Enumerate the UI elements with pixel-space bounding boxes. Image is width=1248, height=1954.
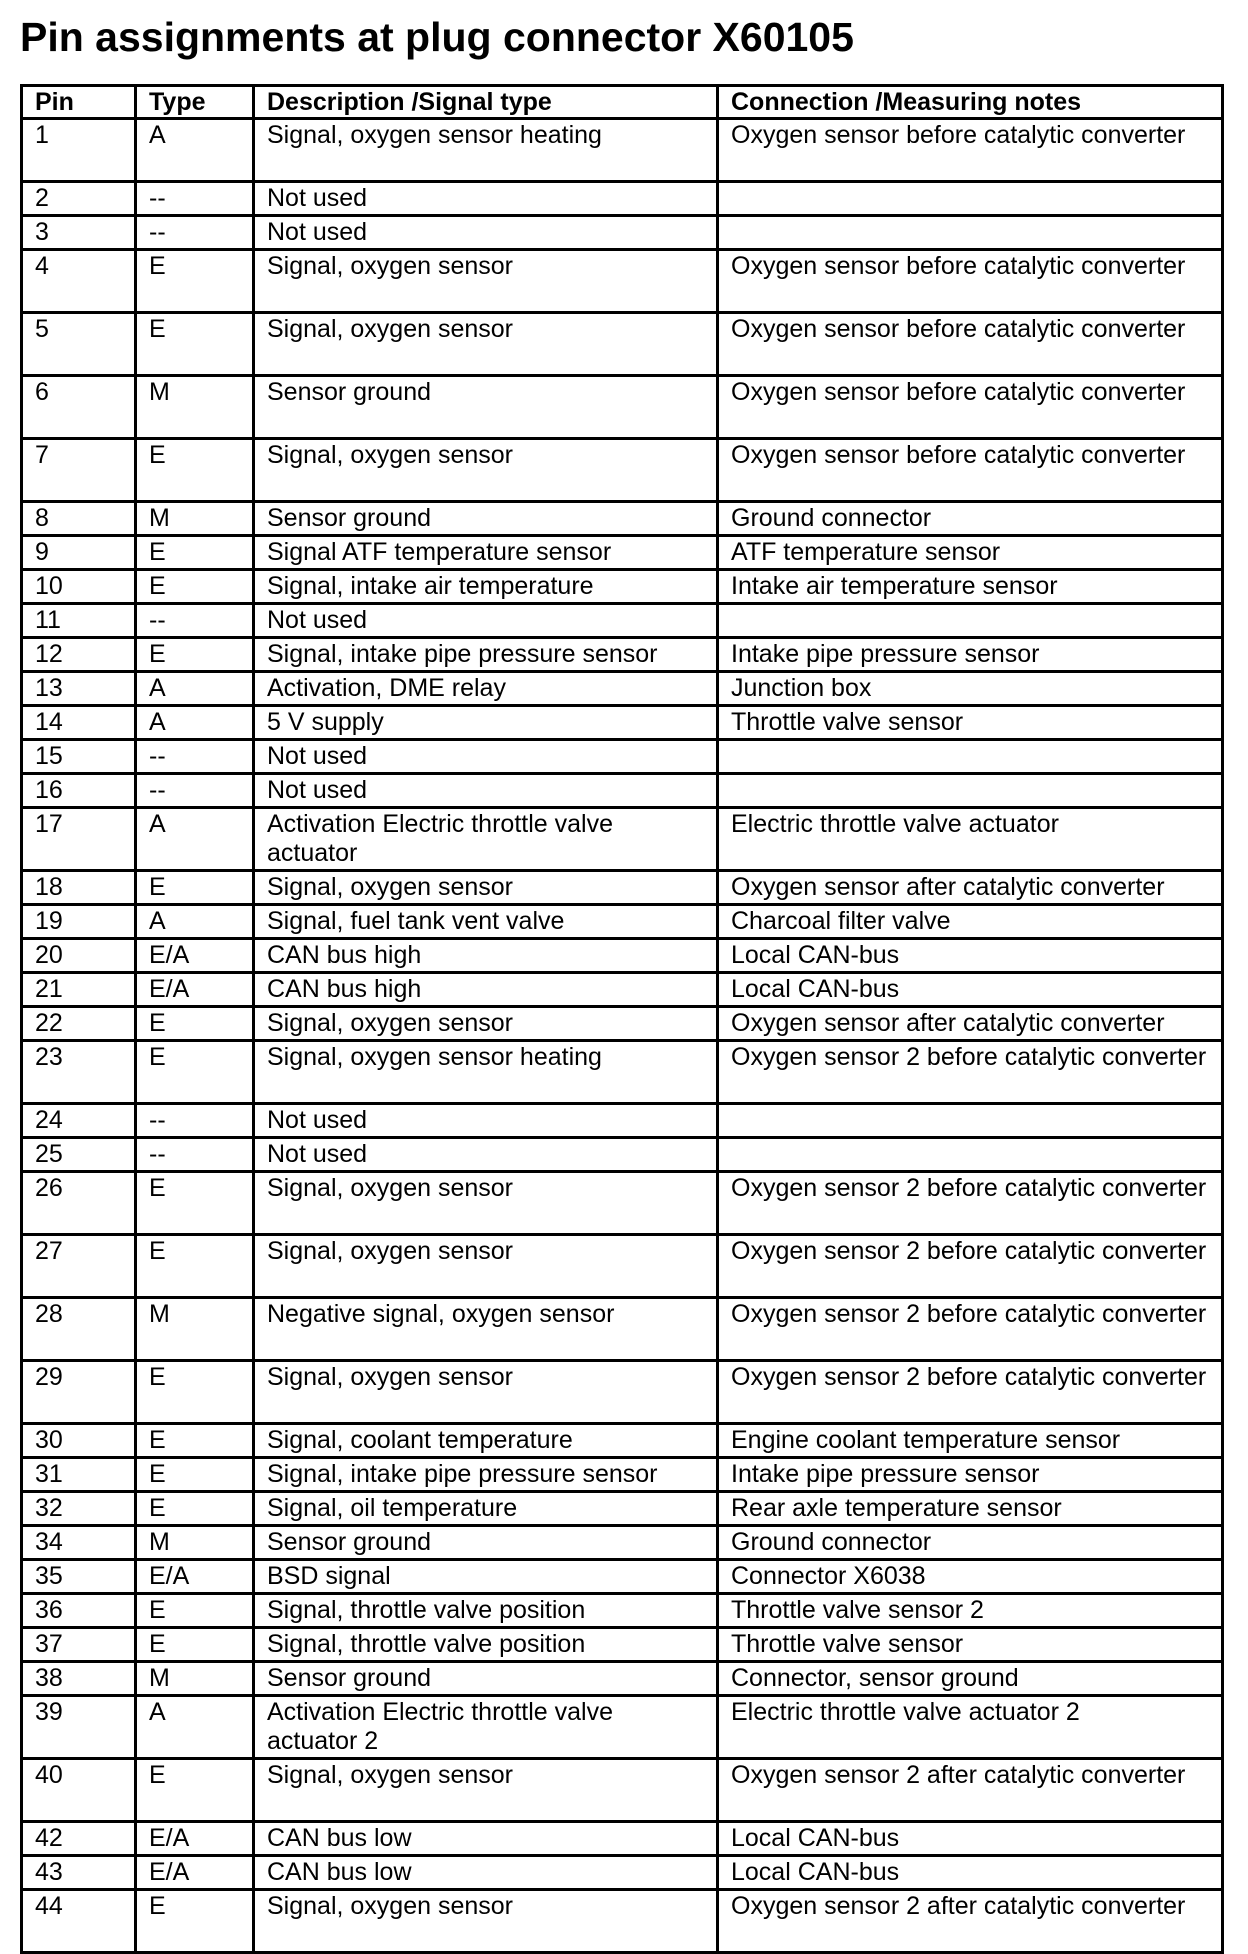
table-body bbox=[22, 119, 1223, 1953]
connection-cell: Junction box bbox=[718, 672, 1223, 706]
pin-cell: 40 bbox=[22, 1759, 136, 1822]
pin-cell: 11 bbox=[22, 604, 136, 638]
pin-cell: 13 bbox=[22, 672, 136, 706]
connection-cell: ATF temperature sensor bbox=[718, 536, 1223, 570]
type-cell: E/A bbox=[136, 939, 254, 973]
connection-cell: Local CAN-bus bbox=[718, 939, 1223, 973]
type-cell: -- bbox=[136, 740, 254, 774]
description-cell: Not used bbox=[254, 1138, 718, 1172]
type-cell: A bbox=[136, 1696, 254, 1759]
table-row bbox=[22, 1041, 1223, 1104]
table-row bbox=[22, 570, 1223, 604]
pin-cell: 18 bbox=[22, 871, 136, 905]
connection-cell: Oxygen sensor after catalytic converter bbox=[718, 871, 1223, 905]
pin-cell: 39 bbox=[22, 1696, 136, 1759]
description-cell: Signal, fuel tank vent valve bbox=[254, 905, 718, 939]
connection-cell: Intake air temperature sensor bbox=[718, 570, 1223, 604]
connection-cell bbox=[718, 1138, 1223, 1172]
description-cell: CAN bus high bbox=[254, 973, 718, 1007]
table-row bbox=[22, 1007, 1223, 1041]
connection-cell bbox=[718, 182, 1223, 216]
type-cell: E bbox=[136, 1361, 254, 1424]
connection-cell: Ground connector bbox=[718, 502, 1223, 536]
connection-cell: Oxygen sensor 2 before catalytic converter bbox=[718, 1041, 1223, 1104]
connection-cell: Charcoal filter valve bbox=[718, 905, 1223, 939]
table-row bbox=[22, 313, 1223, 376]
description-cell: Activation Electric throttle valve actuator bbox=[254, 808, 718, 871]
connection-cell: Local CAN-bus bbox=[718, 1822, 1223, 1856]
table-row bbox=[22, 250, 1223, 313]
description-cell: 5 V supply bbox=[254, 706, 718, 740]
description-cell: Not used bbox=[254, 216, 718, 250]
description-cell: Sensor ground bbox=[254, 376, 718, 439]
description-cell: Signal, oxygen sensor bbox=[254, 250, 718, 313]
connection-cell bbox=[718, 216, 1223, 250]
table-row bbox=[22, 604, 1223, 638]
type-cell: E/A bbox=[136, 1560, 254, 1594]
connection-cell: Oxygen sensor before catalytic converter bbox=[718, 313, 1223, 376]
type-cell: E bbox=[136, 871, 254, 905]
type-cell: E bbox=[136, 1172, 254, 1235]
connection-cell: Electric throttle valve actuator 2 bbox=[718, 1696, 1223, 1759]
type-cell: E/A bbox=[136, 973, 254, 1007]
description-cell: Signal, coolant temperature bbox=[254, 1424, 718, 1458]
column-header-type: Type bbox=[136, 86, 254, 119]
table-row bbox=[22, 808, 1223, 871]
description-cell: Signal, oxygen sensor bbox=[254, 313, 718, 376]
connection-cell: Intake pipe pressure sensor bbox=[718, 1458, 1223, 1492]
table-row bbox=[22, 1696, 1223, 1759]
description-cell: Signal, oxygen sensor bbox=[254, 1172, 718, 1235]
connection-cell: Engine coolant temperature sensor bbox=[718, 1424, 1223, 1458]
pin-cell: 6 bbox=[22, 376, 136, 439]
table-row bbox=[22, 216, 1223, 250]
type-cell: E bbox=[136, 1492, 254, 1526]
pin-cell: 42 bbox=[22, 1822, 136, 1856]
description-cell: Signal, oxygen sensor bbox=[254, 439, 718, 502]
connection-cell: Oxygen sensor before catalytic converter bbox=[718, 250, 1223, 313]
type-cell: E bbox=[136, 1628, 254, 1662]
description-cell: CAN bus high bbox=[254, 939, 718, 973]
pin-cell: 35 bbox=[22, 1560, 136, 1594]
pin-cell: 16 bbox=[22, 774, 136, 808]
type-cell: A bbox=[136, 119, 254, 182]
description-cell: BSD signal bbox=[254, 1560, 718, 1594]
connection-cell: Rear axle temperature sensor bbox=[718, 1492, 1223, 1526]
type-cell: M bbox=[136, 1526, 254, 1560]
pin-cell: 38 bbox=[22, 1662, 136, 1696]
description-cell: Signal, oxygen sensor bbox=[254, 1235, 718, 1298]
type-cell: E bbox=[136, 1594, 254, 1628]
connection-cell: Throttle valve sensor 2 bbox=[718, 1594, 1223, 1628]
type-cell: E bbox=[136, 1890, 254, 1953]
pin-cell: 29 bbox=[22, 1361, 136, 1424]
connection-cell bbox=[718, 774, 1223, 808]
column-header-pin: Pin bbox=[22, 86, 136, 119]
connection-cell: Ground connector bbox=[718, 1526, 1223, 1560]
description-cell: Not used bbox=[254, 1104, 718, 1138]
description-cell: Sensor ground bbox=[254, 502, 718, 536]
table-row bbox=[22, 740, 1223, 774]
type-cell: A bbox=[136, 706, 254, 740]
description-cell: Activation Electric throttle valve actuator 2 bbox=[254, 1696, 718, 1759]
connection-cell: Throttle valve sensor bbox=[718, 706, 1223, 740]
table-row bbox=[22, 1856, 1223, 1890]
table-row bbox=[22, 502, 1223, 536]
connection-cell: Oxygen sensor 2 after catalytic converter bbox=[718, 1759, 1223, 1822]
connection-cell: Intake pipe pressure sensor bbox=[718, 638, 1223, 672]
pin-cell: 30 bbox=[22, 1424, 136, 1458]
description-cell: Signal, intake pipe pressure sensor bbox=[254, 1458, 718, 1492]
description-cell: Sensor ground bbox=[254, 1526, 718, 1560]
table-row bbox=[22, 1104, 1223, 1138]
type-cell: E bbox=[136, 1041, 254, 1104]
connection-cell: Oxygen sensor 2 before catalytic converter bbox=[718, 1172, 1223, 1235]
type-cell: M bbox=[136, 376, 254, 439]
table-row bbox=[22, 1628, 1223, 1662]
type-cell: -- bbox=[136, 182, 254, 216]
pin-cell: 7 bbox=[22, 439, 136, 502]
description-cell: Negative signal, oxygen sensor bbox=[254, 1298, 718, 1361]
type-cell: E bbox=[136, 313, 254, 376]
description-cell: Signal, oxygen sensor heating bbox=[254, 1041, 718, 1104]
pin-cell: 28 bbox=[22, 1298, 136, 1361]
table-row bbox=[22, 1361, 1223, 1424]
description-cell: Activation, DME relay bbox=[254, 672, 718, 706]
connection-cell: Connector X6038 bbox=[718, 1560, 1223, 1594]
table-row bbox=[22, 376, 1223, 439]
table-row bbox=[22, 672, 1223, 706]
table-row bbox=[22, 1172, 1223, 1235]
type-cell: E bbox=[136, 1458, 254, 1492]
pin-cell: 2 bbox=[22, 182, 136, 216]
connection-cell: Oxygen sensor 2 after catalytic converter bbox=[718, 1890, 1223, 1953]
description-cell: Signal, oil temperature bbox=[254, 1492, 718, 1526]
column-header-connection: Connection /Measuring notes bbox=[718, 86, 1223, 119]
table-row bbox=[22, 1492, 1223, 1526]
type-cell: M bbox=[136, 1662, 254, 1696]
description-cell: Signal, intake air temperature bbox=[254, 570, 718, 604]
connection-cell: Oxygen sensor 2 before catalytic converter bbox=[718, 1361, 1223, 1424]
type-cell: -- bbox=[136, 604, 254, 638]
type-cell: E bbox=[136, 439, 254, 502]
description-cell: Signal, oxygen sensor bbox=[254, 1007, 718, 1041]
description-cell: Signal, throttle valve position bbox=[254, 1628, 718, 1662]
pin-cell: 36 bbox=[22, 1594, 136, 1628]
pin-cell: 17 bbox=[22, 808, 136, 871]
table-row bbox=[22, 182, 1223, 216]
table-row bbox=[22, 1138, 1223, 1172]
connection-cell: Connector, sensor ground bbox=[718, 1662, 1223, 1696]
description-cell: CAN bus low bbox=[254, 1856, 718, 1890]
pin-cell: 25 bbox=[22, 1138, 136, 1172]
description-cell: Not used bbox=[254, 182, 718, 216]
type-cell: E bbox=[136, 1424, 254, 1458]
pin-cell: 23 bbox=[22, 1041, 136, 1104]
table-row bbox=[22, 1458, 1223, 1492]
pin-cell: 26 bbox=[22, 1172, 136, 1235]
type-cell: E/A bbox=[136, 1822, 254, 1856]
pin-cell: 27 bbox=[22, 1235, 136, 1298]
connection-cell: Oxygen sensor 2 before catalytic converter bbox=[718, 1235, 1223, 1298]
table-row bbox=[22, 1560, 1223, 1594]
pin-cell: 3 bbox=[22, 216, 136, 250]
connection-cell: Oxygen sensor 2 before catalytic converter bbox=[718, 1298, 1223, 1361]
type-cell: -- bbox=[136, 1138, 254, 1172]
type-cell: E bbox=[136, 536, 254, 570]
connection-cell: Oxygen sensor before catalytic converter bbox=[718, 439, 1223, 502]
pin-cell: 44 bbox=[22, 1890, 136, 1953]
description-cell: Signal, intake pipe pressure sensor bbox=[254, 638, 718, 672]
pin-cell: 31 bbox=[22, 1458, 136, 1492]
description-cell: Signal, oxygen sensor bbox=[254, 1890, 718, 1953]
table-row bbox=[22, 1890, 1223, 1953]
table-row bbox=[22, 638, 1223, 672]
table-row bbox=[22, 1298, 1223, 1361]
type-cell: M bbox=[136, 502, 254, 536]
pin-cell: 10 bbox=[22, 570, 136, 604]
table-row bbox=[22, 119, 1223, 182]
type-cell: A bbox=[136, 808, 254, 871]
table-row bbox=[22, 905, 1223, 939]
type-cell: E/A bbox=[136, 1856, 254, 1890]
pin-cell: 4 bbox=[22, 250, 136, 313]
connection-cell bbox=[718, 1104, 1223, 1138]
connection-cell: Throttle valve sensor bbox=[718, 1628, 1223, 1662]
connection-cell bbox=[718, 740, 1223, 774]
description-cell: Signal, oxygen sensor bbox=[254, 871, 718, 905]
pin-cell: 34 bbox=[22, 1526, 136, 1560]
description-cell: Signal ATF temperature sensor bbox=[254, 536, 718, 570]
connection-cell: Oxygen sensor after catalytic converter bbox=[718, 1007, 1223, 1041]
description-cell: Signal, throttle valve position bbox=[254, 1594, 718, 1628]
table-row bbox=[22, 439, 1223, 502]
column-header-description: Description /Signal type bbox=[254, 86, 718, 119]
pin-cell: 19 bbox=[22, 905, 136, 939]
header-row bbox=[22, 86, 1223, 119]
type-cell: M bbox=[136, 1298, 254, 1361]
connection-cell bbox=[718, 604, 1223, 638]
connection-cell: Electric throttle valve actuator bbox=[718, 808, 1223, 871]
type-cell: E bbox=[136, 638, 254, 672]
table-row bbox=[22, 1526, 1223, 1560]
table-row bbox=[22, 1235, 1223, 1298]
description-cell: CAN bus low bbox=[254, 1822, 718, 1856]
table-row bbox=[22, 973, 1223, 1007]
table-row bbox=[22, 1662, 1223, 1696]
pin-cell: 20 bbox=[22, 939, 136, 973]
page-title: Pin assignments at plug connector X60105 bbox=[20, 14, 854, 60]
connection-cell: Local CAN-bus bbox=[718, 1856, 1223, 1890]
table-row bbox=[22, 871, 1223, 905]
type-cell: E bbox=[136, 1235, 254, 1298]
table-row bbox=[22, 1594, 1223, 1628]
type-cell: -- bbox=[136, 1104, 254, 1138]
pin-cell: 15 bbox=[22, 740, 136, 774]
type-cell: A bbox=[136, 672, 254, 706]
pin-cell: 14 bbox=[22, 706, 136, 740]
type-cell: -- bbox=[136, 216, 254, 250]
pin-cell: 24 bbox=[22, 1104, 136, 1138]
description-cell: Signal, oxygen sensor bbox=[254, 1361, 718, 1424]
table-row bbox=[22, 536, 1223, 570]
pin-table bbox=[20, 84, 1224, 1954]
connection-cell: Local CAN-bus bbox=[718, 973, 1223, 1007]
table-row bbox=[22, 774, 1223, 808]
table-row bbox=[22, 706, 1223, 740]
description-cell: Not used bbox=[254, 774, 718, 808]
description-cell: Signal, oxygen sensor bbox=[254, 1759, 718, 1822]
description-cell: Signal, oxygen sensor heating bbox=[254, 119, 718, 182]
table-row bbox=[22, 1759, 1223, 1822]
pin-cell: 37 bbox=[22, 1628, 136, 1662]
type-cell: -- bbox=[136, 774, 254, 808]
table-row bbox=[22, 939, 1223, 973]
type-cell: E bbox=[136, 1007, 254, 1041]
pin-cell: 32 bbox=[22, 1492, 136, 1526]
pin-cell: 12 bbox=[22, 638, 136, 672]
connection-cell: Oxygen sensor before catalytic converter bbox=[718, 376, 1223, 439]
type-cell: E bbox=[136, 1759, 254, 1822]
type-cell: E bbox=[136, 250, 254, 313]
type-cell: E bbox=[136, 570, 254, 604]
description-cell: Not used bbox=[254, 604, 718, 638]
type-cell: A bbox=[136, 905, 254, 939]
description-cell: Not used bbox=[254, 740, 718, 774]
pin-cell: 5 bbox=[22, 313, 136, 376]
pin-cell: 8 bbox=[22, 502, 136, 536]
pin-cell: 43 bbox=[22, 1856, 136, 1890]
description-cell: Sensor ground bbox=[254, 1662, 718, 1696]
pin-cell: 1 bbox=[22, 119, 136, 182]
table-row bbox=[22, 1424, 1223, 1458]
pin-cell: 9 bbox=[22, 536, 136, 570]
table-row bbox=[22, 1822, 1223, 1856]
pin-cell: 21 bbox=[22, 973, 136, 1007]
pin-cell: 22 bbox=[22, 1007, 136, 1041]
connection-cell: Oxygen sensor before catalytic converter bbox=[718, 119, 1223, 182]
